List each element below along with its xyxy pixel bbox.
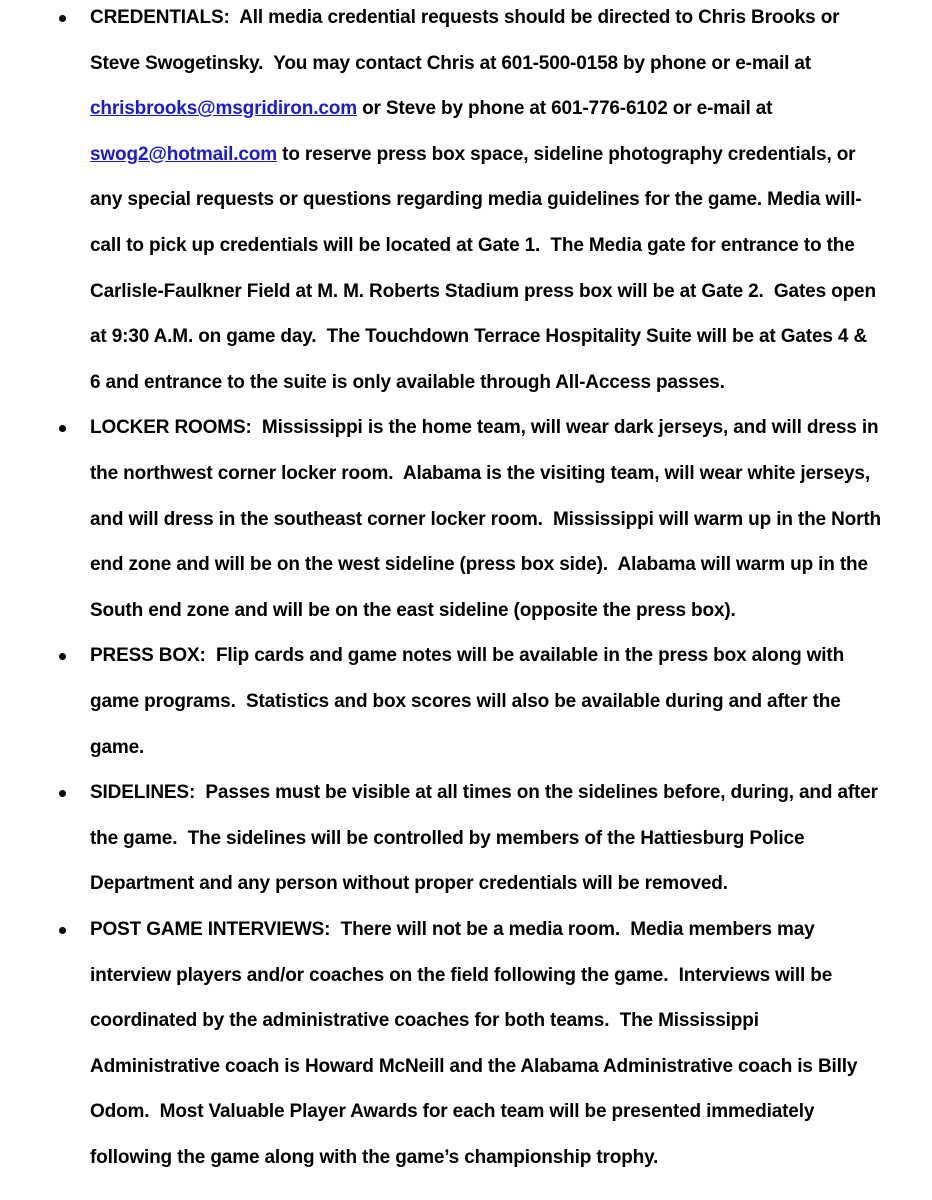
text-line [90, 368, 725, 398]
line-text: the northwest corner locker room. Alabama is the visiting team, will wear white jerseys, [90, 463, 870, 484]
email-link[interactable]: chrisbrooks@msgridiron.com [90, 98, 357, 120]
text-line [90, 459, 870, 489]
text-line [90, 1143, 658, 1173]
text-line [90, 550, 868, 580]
text-line [90, 869, 728, 899]
line-text: Odom. Most Valuable Player Awards for each team will be presented immediately [90, 1101, 815, 1123]
text-line [90, 1052, 857, 1082]
line-text: game. [90, 736, 145, 758]
line-text: South end zone and will be on the east sideline (opposite the press box). [90, 599, 736, 621]
bullet-icon [56, 778, 68, 808]
text-line [90, 961, 832, 991]
line-text: call to pick up credentials will be located at Gate 1. The Media gate for entrance to the [90, 235, 855, 256]
text-line [90, 94, 772, 124]
line-text: POST GAME INTERVIEWS: There will not be a media room. Media members may [90, 919, 815, 940]
line-text: the game. The sidelines will be controlled by members of the Hattiesburg Police [90, 827, 805, 849]
line-text: to reserve press box space, sideline photography credentials, or [277, 143, 856, 165]
line-text: Department and any person without proper credentials will be removed. [90, 873, 728, 895]
line-text: Steve Swogetinsky. You may contact Chris at 601-500-0158 by phone or e-mail at [90, 52, 811, 74]
bullet-icon [56, 915, 68, 945]
line-text: any special requests or questions regarding media guidelines for the game. Media will- [90, 189, 862, 211]
line-text: or Steve by phone at 601-776-6102 or e-mail at [356, 98, 773, 120]
text-line [90, 733, 144, 763]
text-line [90, 1006, 759, 1036]
line-text: CREDENTIALS: All media credential requests should be directed to Chris Brooks or [90, 7, 840, 28]
line-text: 6 and entrance to the suite is only available through All-Access passes. [90, 371, 725, 393]
text-line [90, 140, 855, 170]
line-text: at 9:30 A.M. on game day. The Touchdown Terrace Hospitality Suite will be at Gates 4 & [90, 326, 868, 348]
text-line [90, 3, 839, 33]
email-link[interactable]: swog2@hotmail.com [90, 143, 278, 165]
line-text: SIDELINES: Passes must be visible at all times on the sidelines before, during, and after [90, 782, 878, 804]
line-text: and will dress in the southeast corner locker room. Mississippi will warm up in the North [90, 508, 881, 530]
text-line [90, 49, 811, 79]
line-text: coordinated by the administrative coaches for both teams. The Mississippi [90, 1010, 759, 1032]
text-line [90, 505, 881, 535]
text-line [90, 231, 855, 261]
text-line [90, 915, 815, 945]
line-text: following the game along with the game’s championship trophy. [90, 1147, 659, 1168]
bullet-icon [56, 413, 68, 443]
text-line [90, 277, 876, 307]
text-line [90, 596, 736, 626]
text-line [90, 778, 878, 808]
line-text: LOCKER ROOMS: Mississippi is the home team, will wear dark jerseys, and will dress in [90, 417, 879, 439]
text-line [90, 687, 841, 717]
line-text: Administrative coach is Howard McNeill and the Alabama Administrative coach is Billy [90, 1055, 858, 1077]
bullet-icon [56, 641, 68, 671]
line-text: interview players and/or coaches on the field following the game. Interviews will be [90, 964, 833, 986]
line-text: Carlisle-Faulkner Field at M. M. Roberts Stadium press box will be at Gate 2. Gates open [90, 280, 876, 302]
text-line [90, 185, 862, 215]
text-line [90, 1097, 814, 1127]
text-line [90, 413, 879, 443]
line-text: game programs. Statistics and box scores will also be available during and after the [90, 691, 841, 712]
text-line [90, 322, 867, 352]
line-text: end zone and will be on the west sideline (press box side). Alabama will warm up in the [90, 554, 868, 576]
line-text: PRESS BOX: Flip cards and game notes will be available in the press box along with [90, 645, 845, 667]
text-line [90, 641, 844, 671]
text-line [90, 824, 804, 854]
bullet-icon [56, 3, 68, 33]
